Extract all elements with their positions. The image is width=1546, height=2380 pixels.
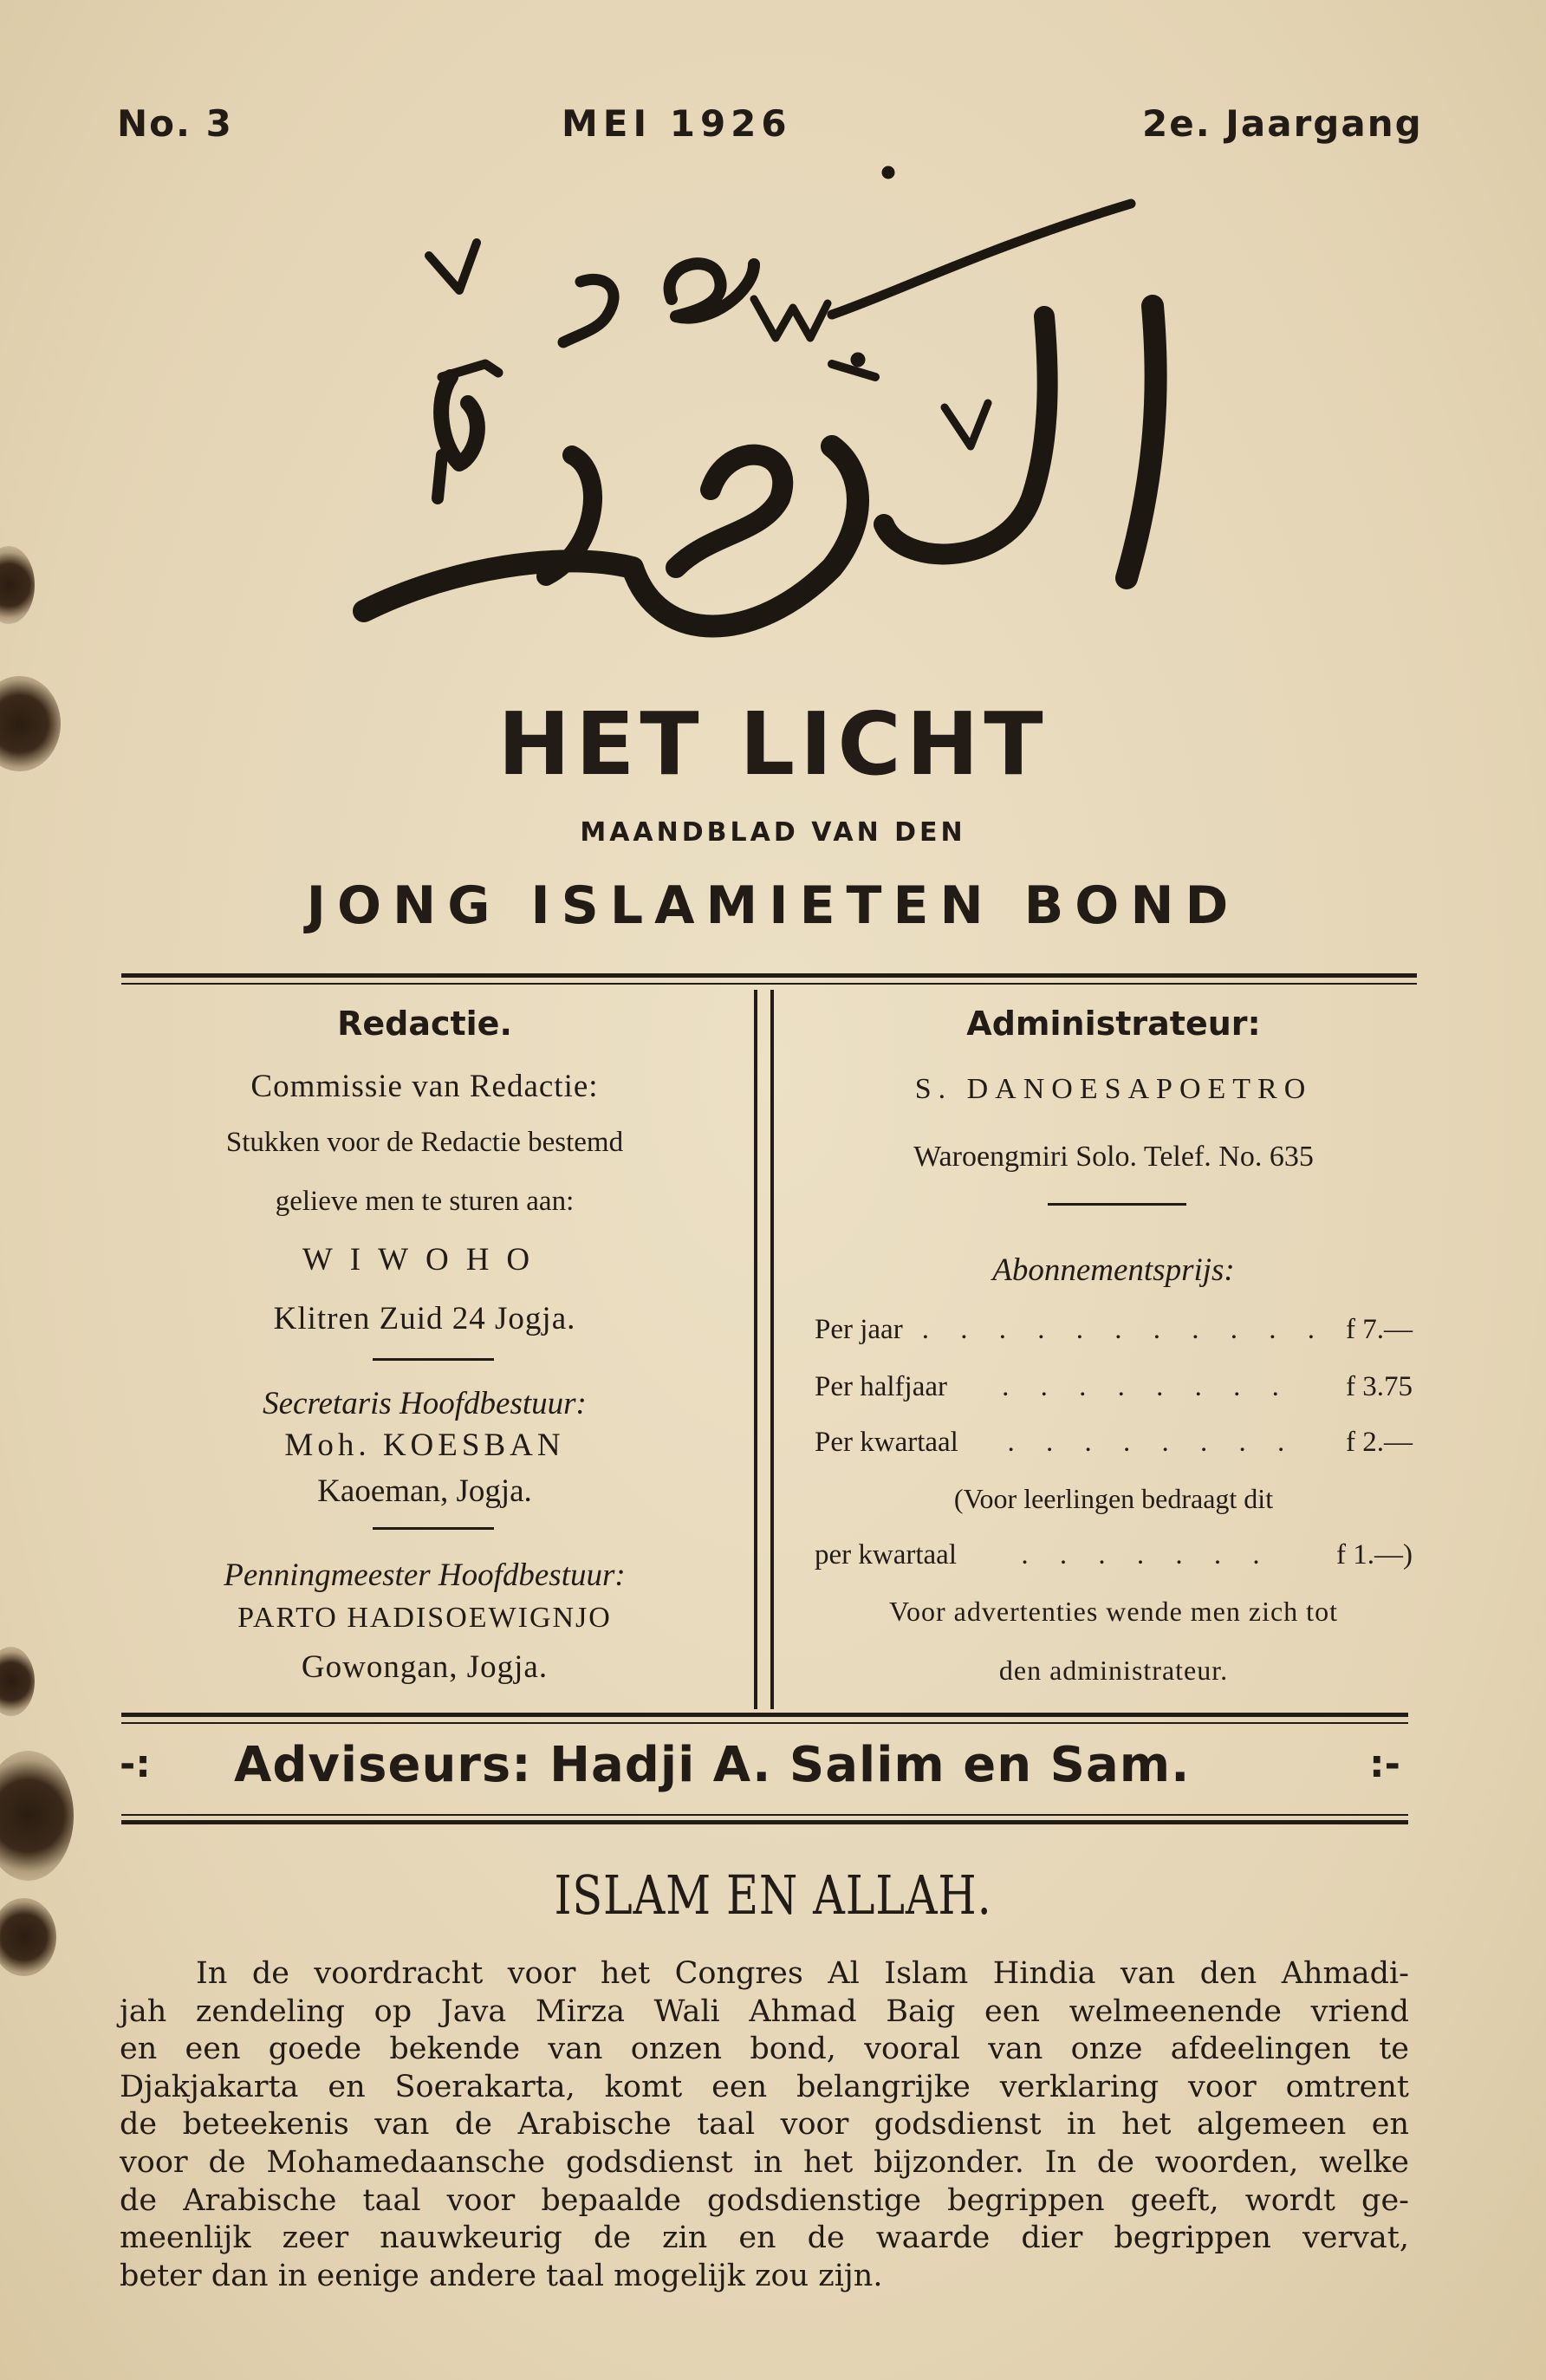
price-label: Per kwartaal bbox=[815, 1427, 958, 1458]
article-line: voor de Mohamedaansche godsdienst in het bijzonder. In de woorden, welke bbox=[120, 2144, 1409, 2180]
ads-note: Voor advertenties wende men zich tot bbox=[889, 1596, 1338, 1627]
column-divider bbox=[770, 990, 774, 1709]
article-line: en een goede bekende van onzen bond, vooral van onze afdeelingen te bbox=[120, 2032, 1409, 2067]
price-row bbox=[815, 1427, 1413, 1459]
article-body bbox=[120, 1955, 1409, 2295]
lower-rule-thick bbox=[121, 1820, 1408, 1824]
separator bbox=[1048, 1203, 1186, 1206]
advisors-line: Adviseurs: Hadji A. Salim en Sam. bbox=[234, 1737, 1191, 1793]
ink-stain bbox=[0, 1898, 56, 1976]
leader-dots: . . . . . . . . bbox=[1002, 1371, 1291, 1402]
price-row bbox=[815, 1539, 1413, 1571]
administrateur-name: S. DANOESAPOETRO bbox=[914, 1073, 1313, 1105]
price-value: f 7.— bbox=[1346, 1314, 1413, 1345]
article-line: jah zendeling op Java Mirza Wali Ahmad Baig een welmeenende vriend bbox=[120, 1993, 1409, 2029]
article-line: Djakjakarta en Soerakarta, komt een belangrijke verklaring voor omtrent bbox=[120, 2069, 1409, 2104]
treasurer-name: PARTO HADISOEWIGNJO bbox=[237, 1602, 612, 1634]
article-title: ISLAM EN ALLAH. bbox=[554, 1863, 992, 1927]
editor-address: Klitren Zuid 24 Jogja. bbox=[273, 1301, 576, 1336]
leader-dots: . . . . . . . . . . . bbox=[921, 1314, 1327, 1345]
submission-instruction: gelieve men te sturen aan: bbox=[275, 1186, 575, 1217]
organization-name: JONG ISLAMIETEN BOND bbox=[306, 875, 1240, 936]
editor-name: WIWOHO bbox=[302, 1242, 548, 1278]
separator bbox=[373, 1527, 494, 1530]
price-value: f 3.75 bbox=[1346, 1371, 1413, 1402]
magazine-title: HET LICHT bbox=[497, 693, 1049, 795]
price-label: Per jaar bbox=[815, 1314, 903, 1345]
column-divider bbox=[754, 990, 757, 1709]
leader-dots: . . . . . . . . bbox=[1007, 1427, 1297, 1458]
article-line: beter dan in eenige andere taal mogelijk zou zijn. bbox=[120, 2258, 883, 2293]
price-value: f 1.—) bbox=[1336, 1539, 1413, 1570]
submission-instruction: Stukken voor de Redactie bestemd bbox=[225, 1127, 624, 1158]
volume-label: 2e. Jaargang bbox=[1142, 102, 1423, 145]
advisors-right-mark: :- bbox=[1369, 1742, 1400, 1786]
price-label: Per halfjaar bbox=[815, 1371, 947, 1402]
administrateur-heading: Administrateur: bbox=[966, 1005, 1261, 1043]
leader-dots: . . . . . . . bbox=[1021, 1539, 1272, 1570]
price-label: per kwartaal bbox=[815, 1539, 957, 1570]
ink-stain bbox=[0, 546, 35, 624]
committee-label: Commissie van Redactie: bbox=[250, 1069, 599, 1104]
article-line: meenlijk zeer nauwkeurig de zin en de waarde dier begrippen vervat, bbox=[120, 2221, 1409, 2256]
secretary-title: Secretaris Hoofdbestuur: bbox=[263, 1386, 587, 1421]
ink-stain bbox=[0, 1647, 35, 1716]
prices-heading: Abonnementsprijs: bbox=[992, 1252, 1235, 1288]
lower-rule bbox=[121, 1814, 1408, 1816]
article-line: de beteekenis van de Arabische taal voor godsdienst in het algemeen en bbox=[120, 2107, 1409, 2143]
redactie-heading: Redactie. bbox=[337, 1005, 512, 1043]
price-value: f 2.— bbox=[1346, 1427, 1413, 1458]
price-row bbox=[815, 1371, 1413, 1403]
middle-rule bbox=[121, 1713, 1408, 1717]
student-note: (Voor leerlingen bedraagt dit bbox=[953, 1483, 1274, 1514]
issue-number: No. 3 bbox=[117, 102, 233, 145]
article-line: de Arabische taal voor bepaalde godsdienstige begrippen geeft, wordt ge- bbox=[120, 2182, 1409, 2218]
treasurer-title: Penningmeester Hoofdbestuur: bbox=[224, 1557, 626, 1593]
magazine-subtitle: MAANDBLAD VAN DEN bbox=[580, 817, 966, 848]
price-row bbox=[815, 1314, 1413, 1346]
advisors-left-mark: -: bbox=[120, 1742, 151, 1786]
ink-stain bbox=[0, 1751, 74, 1881]
secretary-name: Moh. KOESBAN bbox=[284, 1427, 565, 1463]
ads-note: den administrateur. bbox=[998, 1655, 1229, 1686]
administrateur-address: Waroengmiri Solo. Telef. No. 635 bbox=[913, 1141, 1314, 1173]
issue-date: MEI 1926 bbox=[562, 102, 792, 145]
treasurer-address: Gowongan, Jogja. bbox=[301, 1649, 549, 1685]
secretary-address: Kaoeman, Jogja. bbox=[317, 1473, 532, 1509]
article-line: In de voordracht voor het Congres Al Islam Hindia van den Ahmadi- bbox=[196, 1956, 1409, 1991]
separator bbox=[373, 1358, 494, 1361]
middle-rule-thin bbox=[121, 1722, 1408, 1724]
